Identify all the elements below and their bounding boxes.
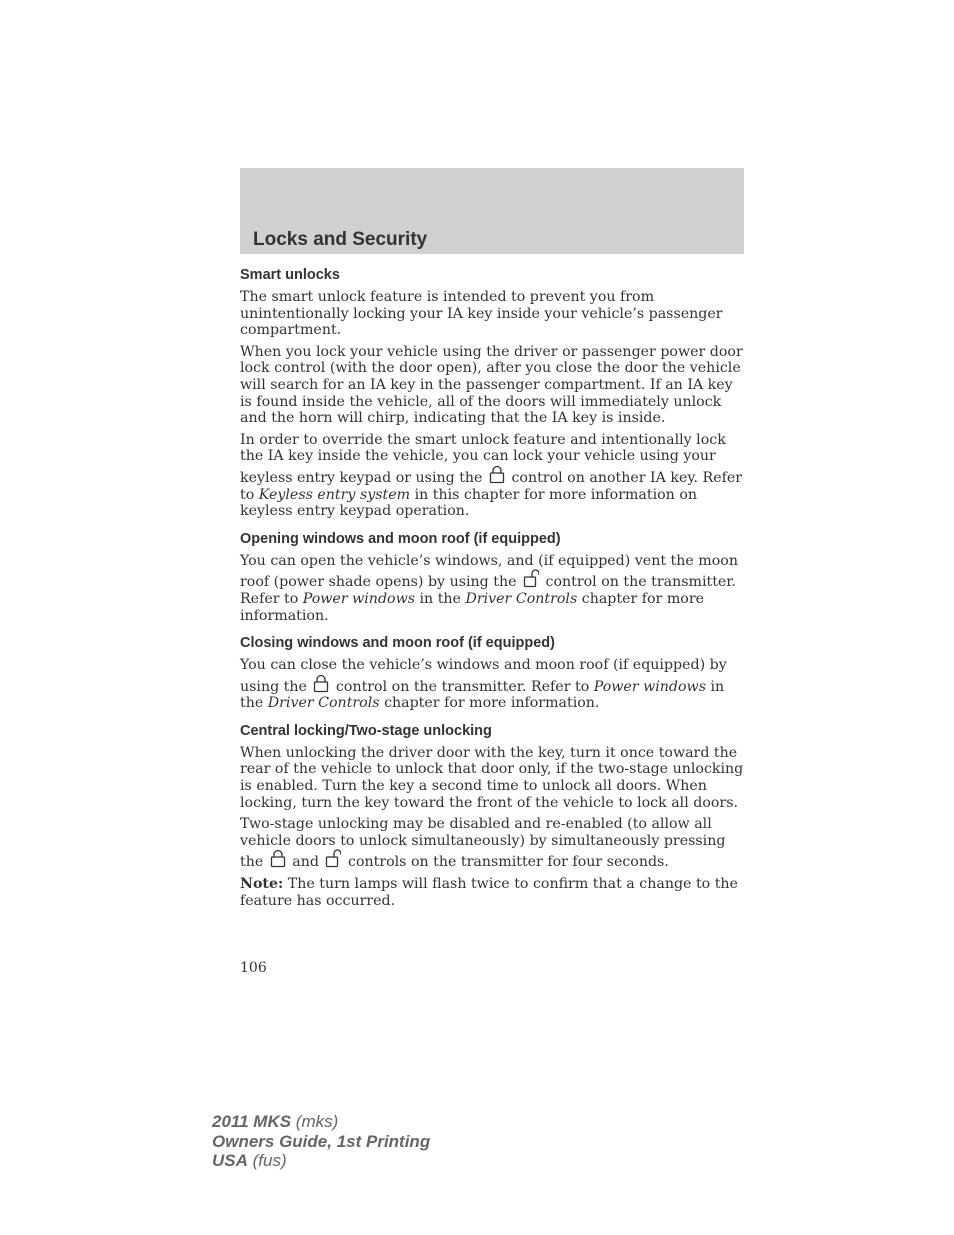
heading-smart-unlocks: Smart unlocks	[240, 267, 340, 283]
lock-icon	[270, 849, 286, 868]
footer	[212, 1112, 430, 1171]
link-keyless-entry: Keyless entry system	[258, 486, 411, 503]
lock-icon	[489, 465, 505, 484]
paragraph: In order to override the smart unlock feature and intentionally lock the IA key inside the vehicle, you can lock your vehicle using your keyless entry keypad or using the control on another IA key. Refer to Keyless entry system in this chapter for more information on keyless entry keypad operation.	[240, 431, 743, 520]
page-number: 106	[240, 960, 267, 976]
note-label: Note:	[240, 876, 284, 893]
paragraph: When unlocking the driver door with the key, turn it once toward the rear of the vehicle to unlock that door only, if the two-stage unlocking is enabled. Turn the key a second time to unlock all doors. When locking, turn the key toward the front of the vehicle to lock all doors.	[240, 744, 744, 811]
lock-icon	[313, 674, 329, 693]
page-content	[240, 266, 744, 914]
chapter-title: Locks and Security	[253, 229, 428, 250]
paragraph: The smart unlock feature is intended to prevent you from unintentionally locking your IA key inside your vehicle’s passenger compartment.	[240, 289, 723, 339]
heading-central-locking: Central locking/Two-stage unlocking	[240, 722, 492, 739]
footer-line-1: 2011 MKS (mks)	[212, 1112, 339, 1131]
heading-closing-windows: Closing windows and moon roof (if equipped)	[240, 635, 555, 652]
link-driver-controls: Driver Controls	[267, 695, 380, 712]
link-power-windows: Power windows	[302, 590, 415, 607]
unlock-icon	[325, 849, 341, 868]
link-driver-controls: Driver Controls	[465, 590, 578, 607]
unlock-icon	[523, 569, 539, 588]
paragraph: You can open the vehicle’s windows, and (if equipped) vent the moon roof (power shade opens) by using the control on the transmitter. Refer to Power windows in the Driver Controls chapter for more information.	[240, 552, 738, 624]
footer-line-2: Owners Guide, 1st Printing	[212, 1131, 431, 1151]
link-power-windows: Power windows	[593, 678, 706, 695]
footer-line-3: USA (fus)	[212, 1151, 287, 1170]
paragraph: When you lock your vehicle using the driver or passenger power door lock control (with the door open), after you close the door the vehicle will search for an IA key in the passenger compartment. If an IA key is found inside the vehicle, all of the doors will immediately unlock and the horn will chirp, indicating that the IA key is inside.	[240, 343, 743, 427]
heading-opening-windows: Opening windows and moon roof (if equipped)	[240, 530, 561, 547]
paragraph: Two-stage unlocking may be disabled and re-enabled (to allow all vehicle doors to unlock simultaneously) by simultaneously pressing the and controls on the transmitter for four seconds.	[240, 816, 726, 871]
note: Note: The turn lamps will flash twice to confirm that a change to the feature has occurred.	[240, 876, 738, 909]
paragraph: You can close the vehicle’s windows and moon roof (if equipped) by using the control on the transmitter. Refer to Power windows in the Driver Controls chapter for more information.	[240, 657, 727, 712]
